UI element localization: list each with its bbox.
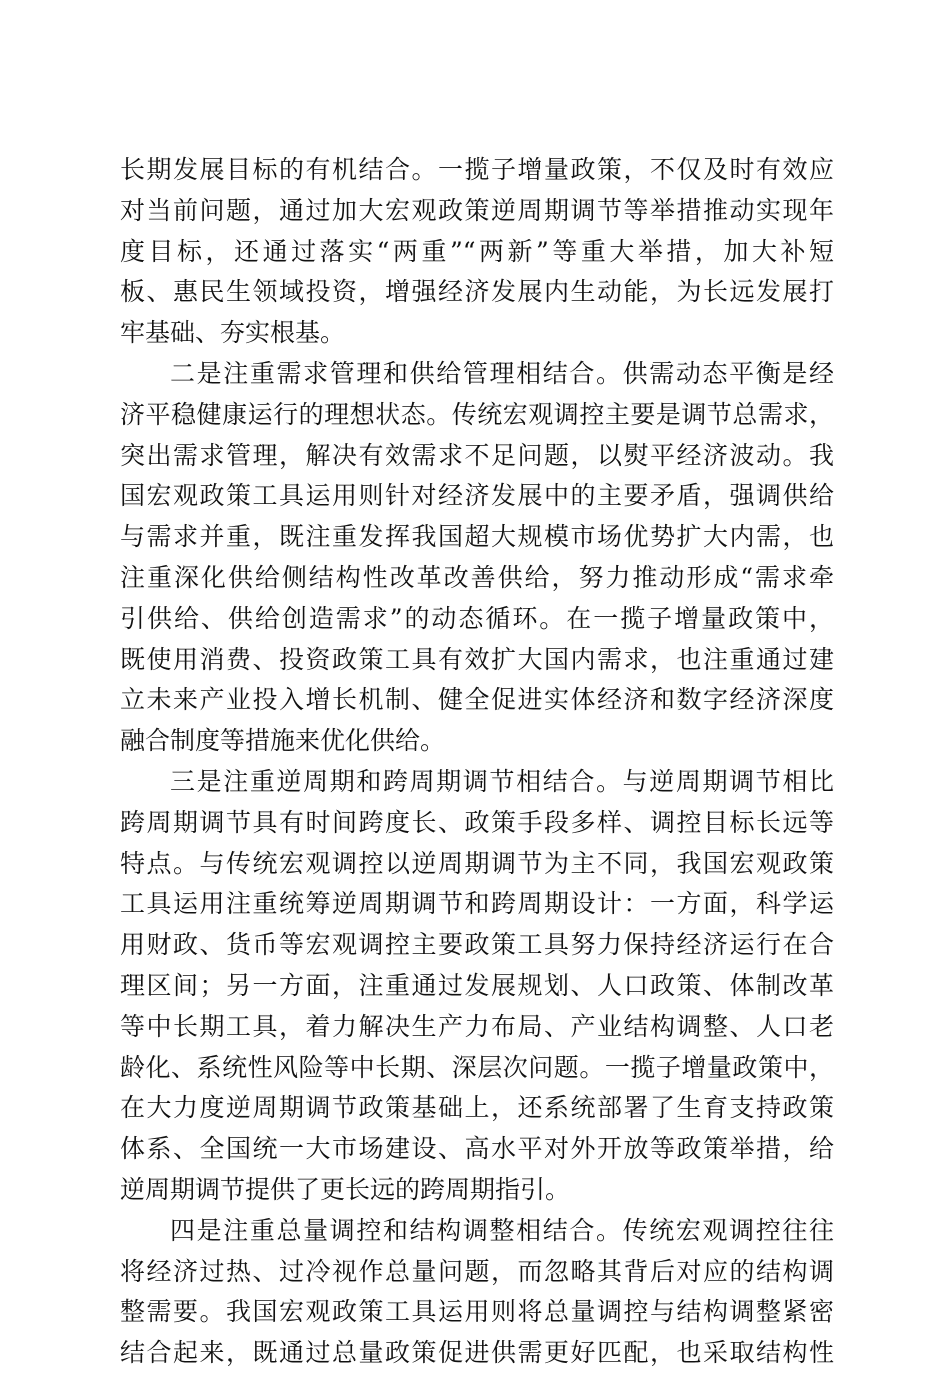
text-line: 在大力度逆周期调节政策基础上，还系统部署了生育支持政策	[120, 1093, 834, 1123]
paragraph-start-line: 四是注重总量调控和结构调整相结合。传统宏观调控往往	[170, 1215, 834, 1245]
text-line: 用财政、货币等宏观调控主要政策工具努力保持经济运行在合	[120, 930, 834, 960]
text-line: 将经济过热、过冷视作总量问题，而忽略其背后对应的结构调	[120, 1256, 834, 1286]
paragraph-start-line: 三是注重逆周期和跨周期调节相结合。与逆周期调节相比	[170, 766, 834, 796]
text-line: 对当前问题，通过加大宏观政策逆周期调节等举措推动实现年	[120, 195, 834, 225]
text-line: 长期发展目标的有机结合。一揽子增量政策，不仅及时有效应	[120, 155, 834, 184]
text-line: 整需要。我国宏观政策工具运用则将总量调控与结构调整紧密	[120, 1297, 834, 1327]
body-text	[120, 150, 834, 1374]
text-line: 立未来产业投入增长机制、健全促进实体经济和数字经济深度	[120, 685, 834, 715]
text-line: 融合制度等措施来优化供给。	[120, 726, 446, 756]
text-line: 与需求并重，既注重发挥我国超大规模市场优势扩大内需，也	[120, 522, 834, 552]
text-line: 突出需求管理，解决有效需求不足问题，以熨平经济波动。我	[120, 440, 834, 470]
text-line: 度目标，还通过落实“两重”“两新”等重大举措，加大补短	[120, 236, 834, 266]
text-line: 结合起来，既通过总量政策促进供需更好匹配，也采取结构性	[120, 1338, 834, 1368]
text-line: 牢基础、夯实根基。	[120, 318, 346, 348]
text-line: 板、惠民生领域投资，增强经济发展内生动能，为长远发展打	[120, 277, 834, 307]
text-line: 国宏观政策工具运用则针对经济发展中的主要矛盾，强调供给	[120, 481, 834, 511]
text-line: 引供给、供给创造需求”的动态循环。在一揽子增量政策中，	[120, 603, 834, 633]
paragraph-start-line: 二是注重需求管理和供给管理相结合。供需动态平衡是经	[170, 358, 834, 388]
text-line: 跨周期调节具有时间跨度长、政策手段多样、调控目标长远等	[120, 807, 834, 837]
text-line: 工具运用注重统筹逆周期调节和跨周期设计：一方面，科学运	[120, 889, 834, 919]
text-line: 注重深化供给侧结构性改革改善供给，努力推动形成“需求牵	[120, 562, 834, 592]
text-line: 理区间；另一方面，注重通过发展规划、人口政策、体制改革	[120, 970, 834, 1000]
text-line: 特点。与传统宏观调控以逆周期调节为主不同，我国宏观政策	[120, 848, 834, 878]
text-line: 龄化、系统性风险等中长期、深层次问题。一揽子增量政策中，	[120, 1052, 834, 1082]
text-line: 逆周期调节提供了更长远的跨周期指引。	[120, 1174, 571, 1204]
text-line: 济平稳健康运行的理想状态。传统宏观调控主要是调节总需求，	[120, 399, 834, 429]
text-line: 体系、全国统一大市场建设、高水平对外开放等政策举措，给	[120, 1134, 834, 1164]
text-line: 既使用消费、投资政策工具有效扩大国内需求，也注重通过建	[120, 644, 834, 674]
text-line: 等中长期工具，着力解决生产力布局、产业结构调整、人口老	[120, 1011, 834, 1041]
